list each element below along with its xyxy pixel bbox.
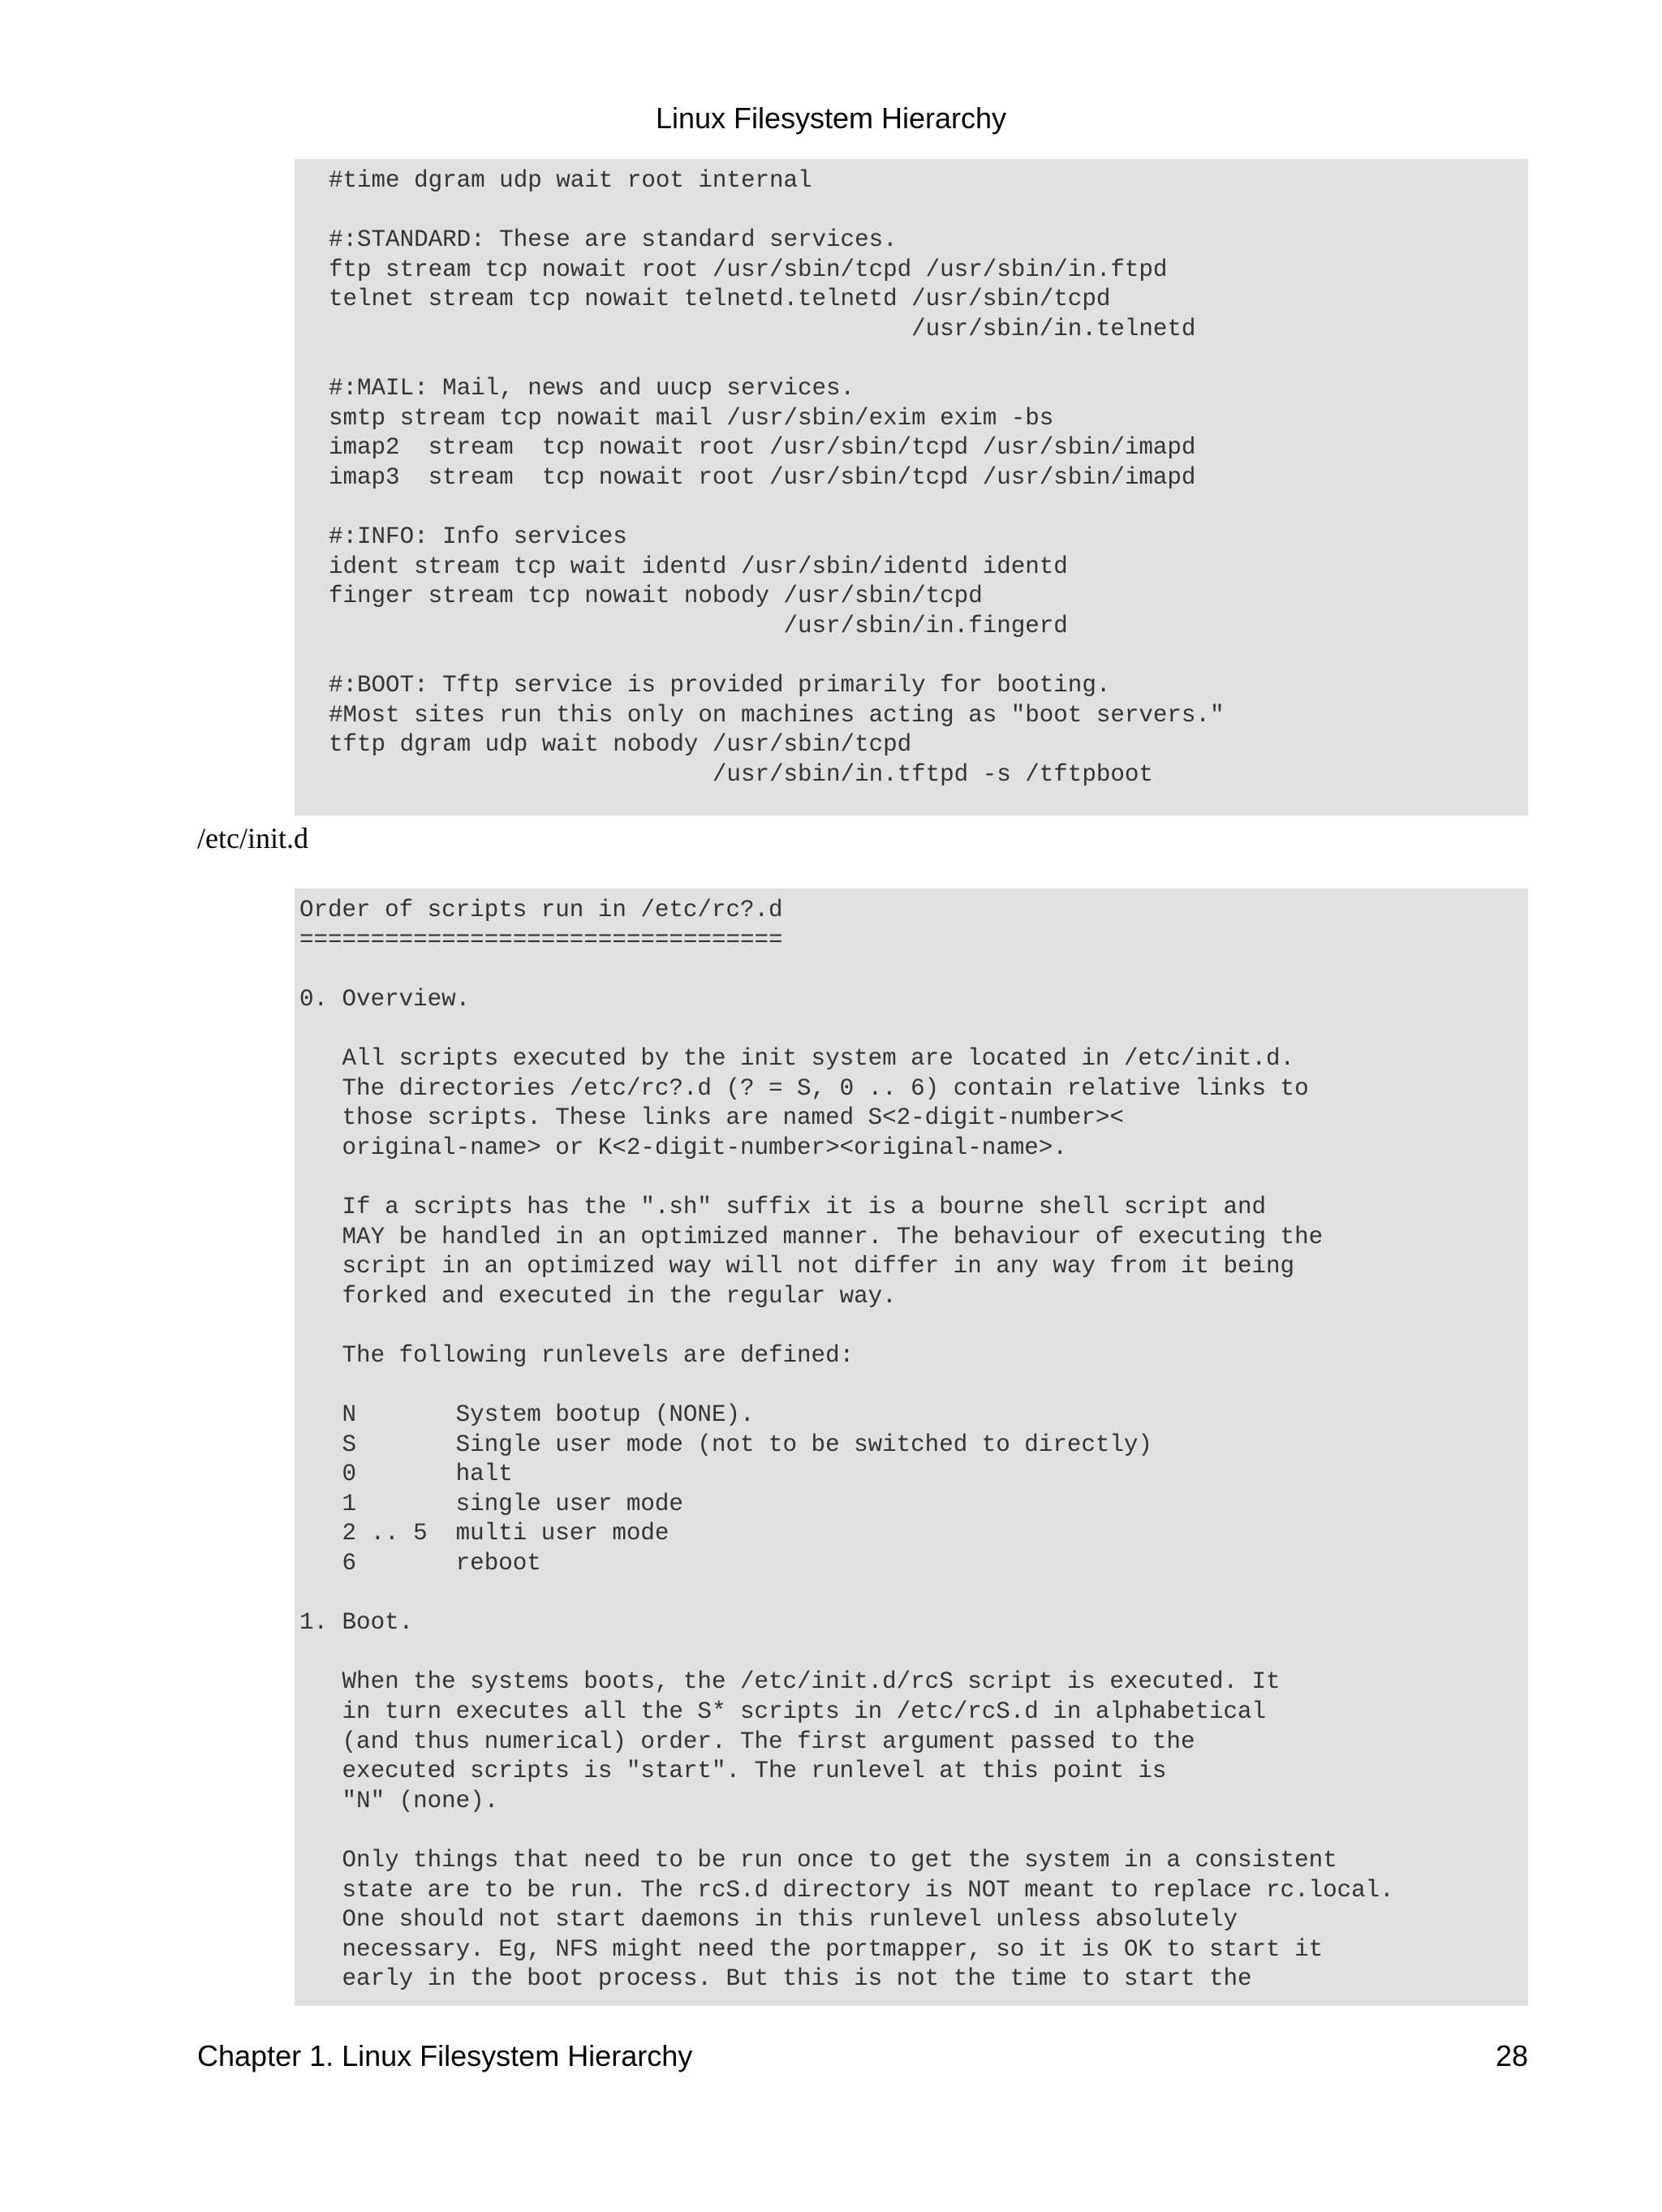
footer-page-number: 28 xyxy=(1495,2039,1528,2072)
inetd-conf-code-block xyxy=(295,159,1528,816)
section-title-etc-initd: /etc/init.d xyxy=(197,822,308,854)
running-header-title: Linux Filesystem Hierarchy xyxy=(655,101,1007,135)
initd-readme-listing: Order of scripts run in /etc/rc?.d ================================== 0. Overview. All scripts executed by the init system are located in /etc/init.d. The directories /etc/rc?.d (? = S, 0 .. 6) contain relative links to those scripts. These links are named S<2-digit-number>< original-name> or K<2-digit-number><original-name>. If a scripts has the ".sh" suffix it is a bourne shell script and MAY be handled in an optimized manner. The behaviour of executing the script in an optimized way will not differ in any way from it being forked and executed in the regular way. The following runlevels are defined: N System bootup (NONE). S Single user mode (not to be switched to directly) 0 halt 1 single user mode 2 .. 5 multi user mode 6 reboot 1. Boot. When the systems boots, the /etc/init.d/rcS script is executed. It in turn executes all the S* scripts in /etc/rcS.d in alphabetical (and thus numerical) order. The first argument passed to the executed scripts is "start". The runlevel at this point is "N" (none). Only things that need to be run once to get the system in a consistent state are to be run. The rcS.d directory is NOT meant to replace rc.local. One should not start daemons in this runlevel unless absolutely necessary. Eg, NFS might need the portmapper, so it is OK to start it early in the boot process. But this is not the time to start the xyxy=(299,897,1394,1993)
inetd-conf-listing: #time dgram udp wait root internal #:STANDARD: These are standard services. ftp stream tcp nowait root /usr/sbin/tcpd /usr/sbin/in.ftpd telnet stream tcp nowait telnetd.telnetd /usr/sbin/tcpd /usr/sbin/in.telnetd #:MAIL: Mail, news and uucp services. smtp stream tcp nowait mail /usr/sbin/exim exim -bs imap2 stream tcp nowait root /usr/sbin/tcpd /usr/sbin/imapd imap3 stream tcp nowait root /usr/sbin/tcpd /usr/sbin/imapd #:INFO: Info services ident stream tcp wait identd /usr/sbin/identd identd finger stream tcp nowait nobody /usr/sbin/tcpd /usr/sbin/in.fingerd #:BOOT: Tftp service is provided primarily for booting. #Most sites run this only on machines acting as "boot servers." tftp dgram udp wait nobody /usr/sbin/tcpd /usr/sbin/in.tftpd -s /tftpboot xyxy=(329,167,1225,788)
footer-chapter-title: Chapter 1. Linux Filesystem Hierarchy xyxy=(197,2039,693,2072)
initd-readme-code-block xyxy=(295,889,1528,2006)
